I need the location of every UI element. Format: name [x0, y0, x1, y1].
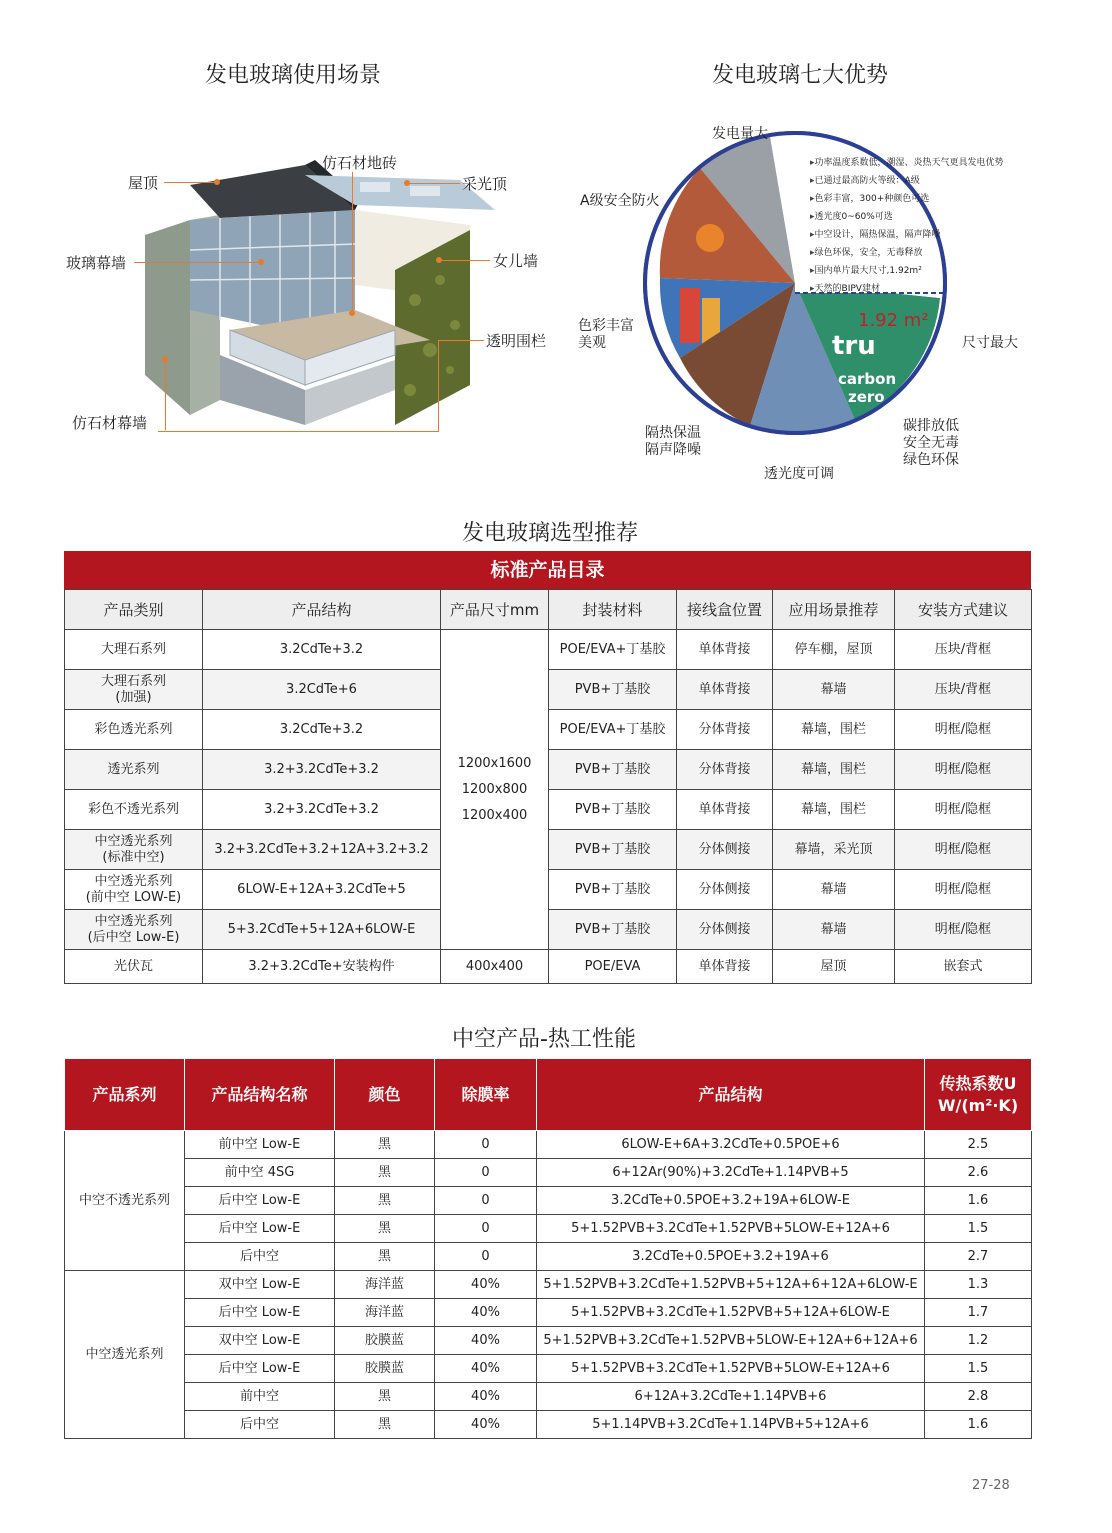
table-cell: 分体背接 — [677, 710, 773, 750]
table-cell: PVB+丁基胶 — [549, 790, 677, 830]
table-cell: 3.2CdTe+0.5POE+3.2+19A+6 — [537, 1243, 925, 1271]
table-cell: 1.5 — [925, 1355, 1032, 1383]
page-number: 27-28 — [972, 1478, 1010, 1493]
table-cell: 40% — [435, 1355, 537, 1383]
table-cell: 3.2+3.2CdTe+3.2+12A+3.2+3.2 — [203, 830, 441, 870]
col-header: 产品系列 — [65, 1059, 185, 1131]
table-header-row — [65, 1059, 1032, 1131]
table-cell: 单体背接 — [677, 670, 773, 710]
standard-catalog-table — [64, 589, 1032, 984]
table-cell: 2.5 — [925, 1131, 1032, 1159]
table-cell: 幕墙，采光顶 — [773, 830, 895, 870]
segment-label-transmittance: 透光度可调 — [764, 466, 834, 482]
carbon-word: carbon — [838, 370, 897, 388]
table-row — [65, 950, 1032, 984]
table-cell: 黑 — [335, 1159, 435, 1187]
col-header: 产品结构 — [203, 590, 441, 630]
table-cell: 彩色不透光系列 — [65, 790, 203, 830]
table-header-row — [65, 590, 1032, 630]
carbon-tru: tru — [832, 331, 876, 361]
table-cell: 6LOW-E+12A+3.2CdTe+5 — [203, 870, 441, 910]
table-row — [65, 1327, 1032, 1355]
table-cell: 1.3 — [925, 1271, 1032, 1299]
segment-label-carbon: 碳排放低 安全无毒 绿色环保 — [903, 418, 959, 468]
table-cell: 3.2+3.2CdTe+安装构件 — [203, 950, 441, 984]
table-cell: 双中空 Low-E — [185, 1327, 335, 1355]
table-row — [65, 750, 1032, 790]
table-cell: 双中空 Low-E — [185, 1271, 335, 1299]
table-cell: 后中空 — [185, 1243, 335, 1271]
table-row — [65, 670, 1032, 710]
table-cell: 黑 — [335, 1215, 435, 1243]
table-cell: 中空透光系列 (标准中空) — [65, 830, 203, 870]
feature-item: ▸ 功率温度系数低，潮湿、炎热天气更具发电优势 — [810, 155, 1004, 168]
table-row — [65, 1299, 1032, 1327]
table-cell: 大理石系列 — [65, 630, 203, 670]
callout-stone-floor: 仿石材地砖 — [322, 154, 398, 172]
col-header: 传热系数U W/(m²·K) — [925, 1059, 1032, 1131]
table-cell: 后中空 Low-E — [185, 1215, 335, 1243]
table-cell: 屋顶 — [773, 950, 895, 984]
table-cell: 幕墙，围栏 — [773, 790, 895, 830]
table-cell: 光伏瓦 — [65, 950, 203, 984]
series-cell: 中空不透光系列 — [65, 1131, 185, 1271]
table-cell: 明框/隐框 — [895, 870, 1032, 910]
table-cell: 黑 — [335, 1243, 435, 1271]
table-cell: 胶膜蓝 — [335, 1327, 435, 1355]
col-header: 接线盒位置 — [677, 590, 773, 630]
table-cell: 5+3.2CdTe+5+12A+6LOW-E — [203, 910, 441, 950]
table-row — [65, 1243, 1032, 1271]
table-cell: 5+1.52PVB+3.2CdTe+1.52PVB+5LOW-E+12A+6 — [537, 1215, 925, 1243]
table-cell: 3.2CdTe+0.5POE+3.2+19A+6LOW-E — [537, 1187, 925, 1215]
feature-item: ▸ 绿色环保，安全，无毒释放 — [810, 245, 923, 258]
table-cell: 5+1.52PVB+3.2CdTe+1.52PVB+5LOW-E+12A+6 — [537, 1355, 925, 1383]
table-row — [65, 1411, 1032, 1439]
col-header: 产品结构名称 — [185, 1059, 335, 1131]
segment-label-color: 色彩丰富 美观 — [578, 318, 634, 351]
table-cell: 0 — [435, 1159, 537, 1187]
table-cell: 3.2+3.2CdTe+3.2 — [203, 790, 441, 830]
feature-item: ▸ 已通过最高防火等级：A级 — [810, 173, 920, 186]
table-cell: 幕墙，围栏 — [773, 710, 895, 750]
advantages-title: 发电玻璃七大优势 — [712, 63, 889, 88]
size-label: 1.92 m² — [858, 310, 929, 331]
table-row — [65, 1271, 1032, 1299]
table-cell: 40% — [435, 1327, 537, 1355]
table-cell: 海洋蓝 — [335, 1271, 435, 1299]
table-cell: 幕墙 — [773, 870, 895, 910]
table-cell: 5+1.14PVB+3.2CdTe+1.14PVB+5+12A+6 — [537, 1411, 925, 1439]
col-header: 颜色 — [335, 1059, 435, 1131]
table-cell: 1.5 — [925, 1215, 1032, 1243]
table-cell: 400x400 — [441, 950, 549, 984]
table-cell: 分体背接 — [677, 750, 773, 790]
series-cell: 中空透光系列 — [65, 1271, 185, 1439]
leader-dot — [214, 179, 220, 185]
table-cell: 2.7 — [925, 1243, 1032, 1271]
table-cell: 6+12A+3.2CdTe+1.14PVB+6 — [537, 1383, 925, 1411]
table-cell: 明框/隐框 — [895, 790, 1032, 830]
table-cell: 后中空 Low-E — [185, 1187, 335, 1215]
leader-line — [352, 172, 353, 312]
table-cell: PVB+丁基胶 — [549, 870, 677, 910]
table-cell: 0 — [435, 1131, 537, 1159]
leader-dot — [258, 259, 264, 265]
table-cell: 后中空 Low-E — [185, 1299, 335, 1327]
col-header: 封装材料 — [549, 590, 677, 630]
table-cell: 0 — [435, 1243, 537, 1271]
size-option: 1200x1600 — [457, 755, 532, 771]
table-cell: 黑 — [335, 1383, 435, 1411]
table-row — [65, 1159, 1032, 1187]
leader-line — [408, 183, 460, 184]
table-cell: 黑 — [335, 1187, 435, 1215]
table-cell: 前中空 — [185, 1383, 335, 1411]
table-cell: 3.2CdTe+6 — [203, 670, 441, 710]
segment-label-power: 发电量大 — [712, 126, 768, 142]
table-cell: 透光系列 — [65, 750, 203, 790]
table-row — [65, 1383, 1032, 1411]
table-cell: 幕墙，围栏 — [773, 750, 895, 790]
table-row — [65, 830, 1032, 870]
col-header: 产品尺寸mm — [441, 590, 549, 630]
catalog-banner: 标准产品目录 — [64, 551, 1031, 589]
table-cell: PVB+丁基胶 — [549, 750, 677, 790]
table-cell: 3.2CdTe+3.2 — [203, 710, 441, 750]
scene-title: 发电玻璃使用场景 — [205, 63, 382, 88]
callout-roof: 屋顶 — [128, 174, 159, 192]
table-cell: 5+1.52PVB+3.2CdTe+1.52PVB+5LOW-E+12A+6+12A+6 — [537, 1327, 925, 1355]
table-cell: 后中空 Low-E — [185, 1355, 335, 1383]
leader-line — [158, 431, 438, 432]
size-option: 1200x800 — [461, 781, 528, 797]
segment-label-insulation: 隔热保温 隔声降噪 — [645, 425, 701, 458]
callout-parapet: 女儿墙 — [493, 252, 539, 270]
feature-item: ▸ 国内单片最大尺寸,1.92m² — [810, 263, 922, 276]
table-cell: 黑 — [335, 1411, 435, 1439]
table-cell: 分体侧接 — [677, 830, 773, 870]
table-cell: 中空透光系列 (前中空 LOW-E) — [65, 870, 203, 910]
col-header: 应用场景推荐 — [773, 590, 895, 630]
leader-line — [165, 360, 166, 430]
table-cell: 5+1.52PVB+3.2CdTe+1.52PVB+5+12A+6+12A+6LOW-E — [537, 1271, 925, 1299]
table-cell: 明框/隐框 — [895, 910, 1032, 950]
thermal-performance-table — [64, 1058, 1032, 1439]
table-cell: 彩色透光系列 — [65, 710, 203, 750]
table-cell: 压块/背框 — [895, 630, 1032, 670]
table-cell: 40% — [435, 1299, 537, 1327]
table-cell: 单体背接 — [677, 630, 773, 670]
table-cell: 1.7 — [925, 1299, 1032, 1327]
table-cell: 40% — [435, 1271, 537, 1299]
leader-line — [438, 340, 439, 432]
leader-line — [440, 260, 490, 261]
table-cell: 前中空 Low-E — [185, 1131, 335, 1159]
table-cell: POE/EVA+丁基胶 — [549, 630, 677, 670]
table-cell: 前中空 4SG — [185, 1159, 335, 1187]
feature-item: ▸ 中空设计，隔热保温，隔声降噪 — [810, 227, 941, 240]
segment-label-size: 尺寸最大 — [962, 335, 1018, 351]
thermal-title: 中空产品-热工性能 — [452, 1027, 636, 1052]
table-cell: PVB+丁基胶 — [549, 910, 677, 950]
table-cell: 大理石系列 (加强) — [65, 670, 203, 710]
table-cell: 嵌套式 — [895, 950, 1032, 984]
table-row — [65, 790, 1032, 830]
table-cell: 停车棚，屋顶 — [773, 630, 895, 670]
callout-skylight: 采光顶 — [462, 175, 508, 193]
table-row — [65, 870, 1032, 910]
table-cell: 0 — [435, 1187, 537, 1215]
col-header: 产品结构 — [537, 1059, 925, 1131]
table-cell: 幕墙 — [773, 910, 895, 950]
table-cell: 分体侧接 — [677, 910, 773, 950]
table-row — [65, 710, 1032, 750]
table-cell: 单体背接 — [677, 790, 773, 830]
size-option: 1200x400 — [461, 807, 528, 823]
leader-dot — [404, 180, 410, 186]
carbon-zero: zero — [848, 388, 885, 406]
table-cell: PVB+丁基胶 — [549, 830, 677, 870]
callout-transparent-railing: 透明围栏 — [486, 332, 547, 350]
table-cell: PVB+丁基胶 — [549, 670, 677, 710]
table-cell: 后中空 — [185, 1411, 335, 1439]
table-cell: 40% — [435, 1383, 537, 1411]
leader-line — [462, 340, 484, 341]
table-cell: 幕墙 — [773, 670, 895, 710]
table-cell: 明框/隐框 — [895, 710, 1032, 750]
table-cell: 1.2 — [925, 1327, 1032, 1355]
table-cell: 压块/背框 — [895, 670, 1032, 710]
table-cell: 5+1.52PVB+3.2CdTe+1.52PVB+5+12A+6LOW-E — [537, 1299, 925, 1327]
table-cell: 6LOW-E+6A+3.2CdTe+0.5POE+6 — [537, 1131, 925, 1159]
table-cell: POE/EVA+丁基胶 — [549, 710, 677, 750]
table-cell: 0 — [435, 1215, 537, 1243]
leader-dot — [349, 310, 355, 316]
table-row — [65, 1131, 1032, 1159]
table-row — [65, 1355, 1032, 1383]
table-cell: 分体侧接 — [677, 870, 773, 910]
table-cell: 海洋蓝 — [335, 1299, 435, 1327]
callout-glass-curtain-wall: 玻璃幕墙 — [66, 254, 127, 272]
table-cell: 40% — [435, 1411, 537, 1439]
feature-item: ▸ 色彩丰富，300+种颜色可选 — [810, 191, 929, 204]
table-row — [65, 910, 1032, 950]
leader-line — [438, 340, 462, 341]
selection-title: 发电玻璃选型推荐 — [462, 521, 639, 546]
table-cell: 1.6 — [925, 1187, 1032, 1215]
table-cell: 1.6 — [925, 1411, 1032, 1439]
table-row — [65, 1215, 1032, 1243]
leader-line — [164, 182, 216, 183]
table-cell: 黑 — [335, 1131, 435, 1159]
col-header: 除膜率 — [435, 1059, 537, 1131]
table-cell: 2.6 — [925, 1159, 1032, 1187]
table-cell: 明框/隐框 — [895, 750, 1032, 790]
building-illustration — [130, 160, 520, 430]
table-cell: POE/EVA — [549, 950, 677, 984]
table-cell: 中空透光系列 (后中空 Low-E) — [65, 910, 203, 950]
table-cell: 单体背接 — [677, 950, 773, 984]
table-cell: 明框/隐框 — [895, 830, 1032, 870]
feature-item: ▸ 透光度0~60%可选 — [810, 209, 893, 222]
table-cell: 3.2CdTe+3.2 — [203, 630, 441, 670]
leader-dot — [162, 356, 168, 362]
segment-label-fire: A级安全防火 — [580, 193, 660, 209]
table-cell: 3.2+3.2CdTe+3.2 — [203, 750, 441, 790]
table-row — [65, 1187, 1032, 1215]
table-row — [65, 630, 1032, 670]
table-cell: 6+12Ar(90%)+3.2CdTe+1.14PVB+5 — [537, 1159, 925, 1187]
callout-stone-curtain-wall: 仿石材幕墙 — [72, 414, 148, 432]
col-header: 产品类别 — [65, 590, 203, 630]
shared-size-cell — [441, 630, 549, 950]
table-cell: 胶膜蓝 — [335, 1355, 435, 1383]
feature-item: ▸ 天然的BIPV建材 — [810, 281, 880, 294]
leader-line — [134, 262, 260, 263]
col-header: 安装方式建议 — [895, 590, 1032, 630]
leader-dot — [436, 257, 442, 263]
table-cell: 2.8 — [925, 1383, 1032, 1411]
